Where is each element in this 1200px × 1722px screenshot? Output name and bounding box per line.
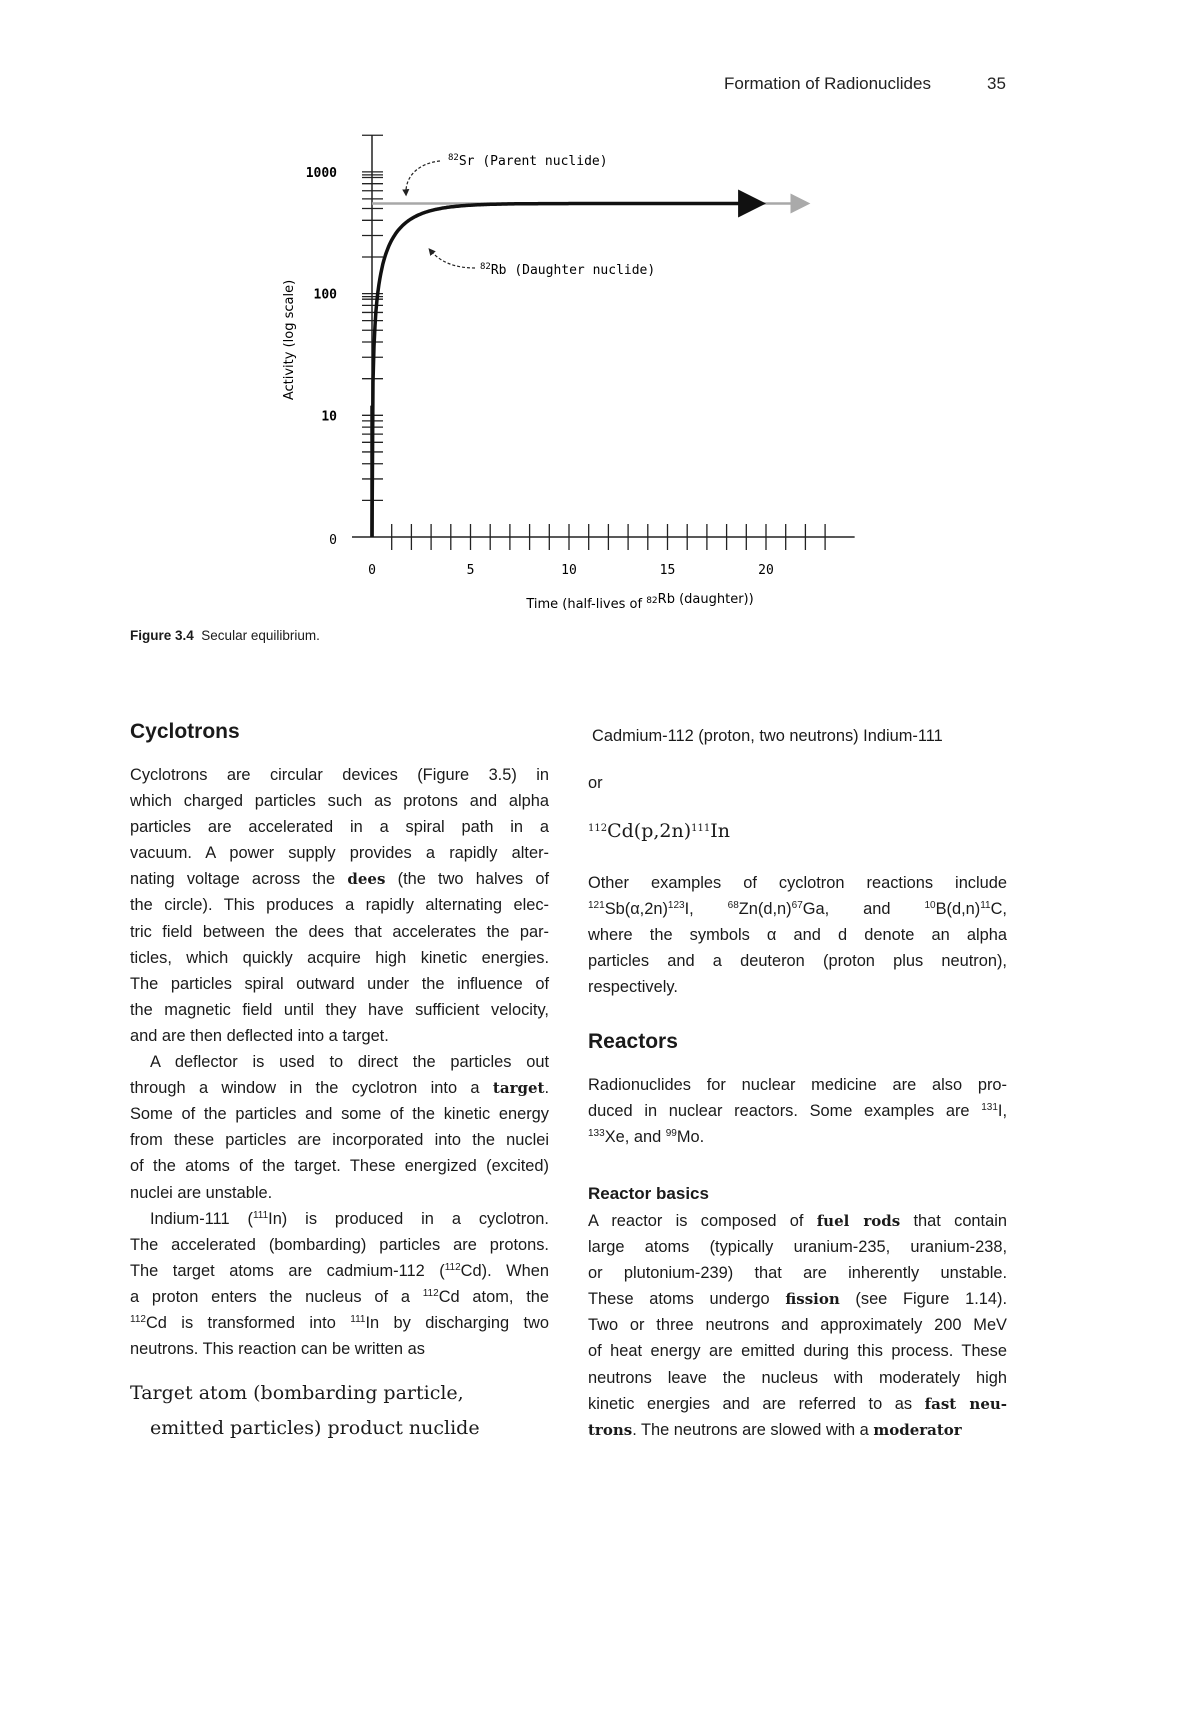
text-run: the magnetic field until they have sufficient velocity,	[130, 1000, 549, 1019]
text-run: In) is produced in a cyclotron.	[268, 1209, 549, 1228]
heading-reactors: Reactors	[588, 1030, 678, 1053]
reactors-intro	[588, 1072, 1007, 1150]
text-run: Zn(d,n)	[738, 900, 792, 919]
text-line	[130, 1049, 549, 1075]
superscript: 133	[588, 1128, 605, 1140]
caption-text: Secular equilibrium.	[201, 628, 320, 643]
text-run: Indium-111 (	[150, 1209, 253, 1228]
text-run: I,	[684, 900, 728, 919]
text-run: Some of the particles and some of the kinetic energy	[130, 1105, 549, 1124]
secular-equilibrium-chart	[0, 0, 1200, 660]
text-run: tric field between the dees that accelerates the par-	[130, 922, 549, 941]
text-run: of the atoms of the target. These energized (excited)	[130, 1157, 549, 1176]
heading-cyclotrons: Cyclotrons	[130, 720, 240, 743]
superscript: 112	[130, 1313, 146, 1325]
text-run: Other examples of cyclotron reactions include	[588, 874, 1007, 892]
bold-term: target	[492, 1079, 545, 1098]
bold-term: dees	[347, 870, 386, 889]
y-tick-label: 10	[321, 409, 337, 425]
or-text: or	[588, 774, 603, 792]
text-run: .	[544, 1079, 549, 1098]
text-line	[130, 1180, 549, 1206]
parent-nuclide-label	[448, 153, 608, 169]
text-run: (the two halves of	[385, 870, 549, 889]
superscript: 11	[980, 900, 991, 912]
text-line	[588, 1124, 1007, 1150]
superscript: 10	[924, 900, 936, 912]
text-line	[130, 1232, 549, 1258]
label-superscript: 82	[646, 596, 658, 606]
text-run: respectively.	[588, 978, 678, 997]
text-run: The accelerated (bombarding) particles are protons.	[130, 1235, 549, 1254]
text-run: particles and a deuteron (proton plus neutron),	[588, 952, 1007, 971]
text-line	[130, 1023, 549, 1049]
text-run: neutrons leave the nucleus with moderately high	[588, 1368, 1007, 1387]
x-tick-label: 20	[758, 563, 774, 578]
text-run: Cd(p,2n)	[607, 820, 692, 842]
text-run: neutrons. This reaction can be written as	[130, 1340, 425, 1359]
text-run: . The neutrons are slowed with a	[632, 1420, 874, 1439]
y-tick-label: 1000	[305, 165, 337, 181]
text-line	[588, 1098, 1007, 1124]
label-superscript: 82	[448, 153, 459, 163]
text-run: Sb(α,2n)	[604, 900, 668, 919]
text-line	[130, 1284, 549, 1310]
superscript: 111	[691, 823, 711, 834]
label-superscript: 82	[480, 262, 491, 272]
x-tick-label: 0	[368, 563, 376, 578]
text-line	[130, 762, 549, 788]
text-run: the circle). This produces a rapidly alternating elec-	[130, 896, 549, 915]
bold-term: fission	[785, 1290, 840, 1309]
y-tick-label: 100	[313, 287, 337, 303]
superscript: 112	[444, 1261, 461, 1273]
text-run: vacuum. A power supply provides a rapidly alter-	[130, 844, 549, 863]
text-run: nating voltage across the	[130, 870, 348, 889]
text-line	[588, 922, 1007, 948]
superscript: 111	[252, 1209, 269, 1221]
daughter-nuclide-label	[480, 262, 655, 278]
x-axis-label	[525, 592, 753, 612]
text-line	[130, 1075, 549, 1101]
text-line	[130, 971, 549, 997]
text-run: A reactor is composed of	[588, 1212, 817, 1230]
text-line	[588, 1338, 1007, 1364]
text-line	[130, 945, 549, 971]
text-line	[588, 1208, 1007, 1234]
text-run: Mo.	[676, 1128, 705, 1147]
text-run: Radionuclides for nuclear medicine are also pro-	[588, 1076, 1007, 1094]
text-run: duced in nuclear reactors. Some examples are	[588, 1102, 982, 1121]
y-tick-label: 0	[329, 533, 337, 548]
text-run: a proton enters the nucleus of a	[130, 1287, 423, 1306]
text-run: (see Figure 1.14).	[839, 1290, 1007, 1309]
text-run: from these particles are incorporated into the nuclei	[130, 1131, 549, 1150]
text-line	[130, 788, 549, 814]
reaction-words: Cadmium-112 (proton, two neutrons) Indium-111	[592, 727, 943, 745]
text-line	[588, 1234, 1007, 1260]
bold-term: fuel rods	[816, 1212, 901, 1230]
label-run: Rb (daughter))	[657, 592, 754, 607]
text-run: The target atoms are cadmium-112 (	[130, 1261, 445, 1280]
reactor-basics-body	[588, 1208, 1007, 1443]
text-run: Cd is transformed into	[145, 1313, 351, 1332]
superscript: 68	[727, 900, 739, 912]
superscript: 123	[667, 900, 685, 912]
running-title: Formation of Radionuclides	[724, 74, 931, 93]
superscript: 112	[422, 1287, 439, 1299]
text-line	[130, 997, 549, 1023]
daughter-nuclide-curve	[372, 204, 759, 538]
text-run: through a window in the cyclotron into a	[130, 1079, 493, 1098]
label-run: Time (half-lives of	[526, 597, 647, 612]
figure-caption	[130, 628, 320, 643]
y-axis-label: Activity (log scale)	[282, 279, 297, 401]
text-run: kinetic energies and are referred to as	[588, 1394, 925, 1413]
text-line	[130, 1206, 549, 1232]
superscript: 121	[588, 900, 605, 912]
label-text: Sr (Parent nuclide)	[458, 154, 608, 169]
text-run: The particles spiral outward under the influence of	[130, 974, 549, 993]
superscript: 99	[665, 1128, 677, 1140]
text-run: which charged particles such as protons and alpha	[130, 792, 549, 811]
superscript: 67	[791, 900, 803, 912]
text-run: of heat energy are emitted during this process. These	[588, 1342, 1007, 1361]
equation-line-1: Target atom (bombarding particle,	[130, 1382, 464, 1404]
cyclotrons-body	[130, 762, 549, 1362]
text-line	[588, 1286, 1007, 1312]
text-line	[130, 1310, 549, 1336]
caption-label: Figure 3.4	[130, 628, 194, 643]
text-line	[588, 1365, 1007, 1391]
text-run: where the symbols α and d denote an alpha	[588, 926, 1007, 945]
subheading-reactor-basics: Reactor basics	[588, 1184, 709, 1203]
text-run: These atoms undergo	[588, 1290, 786, 1309]
daughter-annotation-arrow	[430, 250, 475, 268]
superscript: 111	[350, 1313, 366, 1325]
text-line	[130, 892, 549, 918]
text-line	[130, 1336, 549, 1362]
text-run: A deflector is used to direct the particles out	[150, 1053, 549, 1072]
examples-paragraph	[588, 870, 1007, 1000]
text-line	[588, 870, 1007, 896]
text-line	[588, 1260, 1007, 1286]
text-run: Cd atom, the	[438, 1287, 549, 1306]
equation-line-2: emitted particles) product nuclide	[150, 1417, 480, 1439]
text-run: particles are accelerated in a spiral path in a	[130, 818, 549, 837]
label-text: Rb (Daughter nuclide)	[490, 263, 656, 278]
parent-annotation-arrow	[406, 161, 440, 194]
superscript: 131	[981, 1102, 998, 1114]
text-line	[130, 814, 549, 840]
text-run: Two or three neutrons and approximately 200 MeV	[588, 1316, 1007, 1335]
text-run: In	[710, 820, 730, 842]
text-run: Xe, and	[604, 1128, 666, 1147]
text-run: Cyclotrons are circular devices (Figure 3.5) in	[130, 766, 549, 784]
text-run: In by discharging two	[365, 1313, 549, 1332]
text-run: I,	[997, 1102, 1007, 1121]
text-line	[130, 840, 549, 866]
text-run: that contain	[900, 1212, 1007, 1230]
text-line	[130, 919, 549, 945]
text-line	[130, 1101, 549, 1127]
bold-term: trons	[588, 1420, 633, 1439]
text-line	[130, 1153, 549, 1179]
text-line	[588, 1312, 1007, 1338]
superscript: 112	[588, 823, 608, 834]
text-line	[588, 974, 1007, 1000]
text-run: or plutonium-239) that are inherently unstable.	[588, 1264, 1007, 1283]
text-line	[588, 1072, 1007, 1098]
text-line	[588, 1417, 1007, 1443]
text-line	[130, 1127, 549, 1153]
text-line	[588, 1391, 1007, 1417]
x-tick-label: 10	[561, 563, 577, 578]
text-run: nuclei are unstable.	[130, 1183, 273, 1202]
text-run: Ga, and	[802, 900, 925, 919]
bold-term: fast neu-	[924, 1394, 1007, 1413]
x-tick-label: 15	[659, 563, 676, 578]
text-line	[588, 948, 1007, 974]
x-tick-label: 5	[466, 563, 475, 578]
text-run: Cd). When	[460, 1261, 549, 1280]
text-run: ticles, which quickly acquire high kinetic energies.	[130, 948, 549, 967]
text-line	[588, 896, 1007, 922]
text-run: and are then deflected into a target.	[130, 1026, 389, 1045]
text-run: large atoms (typically uranium-235, uranium-238,	[588, 1238, 1007, 1257]
text-run: B(d,n)	[935, 900, 981, 919]
text-line	[130, 1258, 549, 1284]
text-run: C,	[990, 900, 1007, 919]
text-line	[130, 866, 549, 892]
reaction-notation	[588, 820, 730, 842]
bold-term: moderator	[873, 1420, 962, 1439]
page-number: 35	[987, 74, 1006, 93]
